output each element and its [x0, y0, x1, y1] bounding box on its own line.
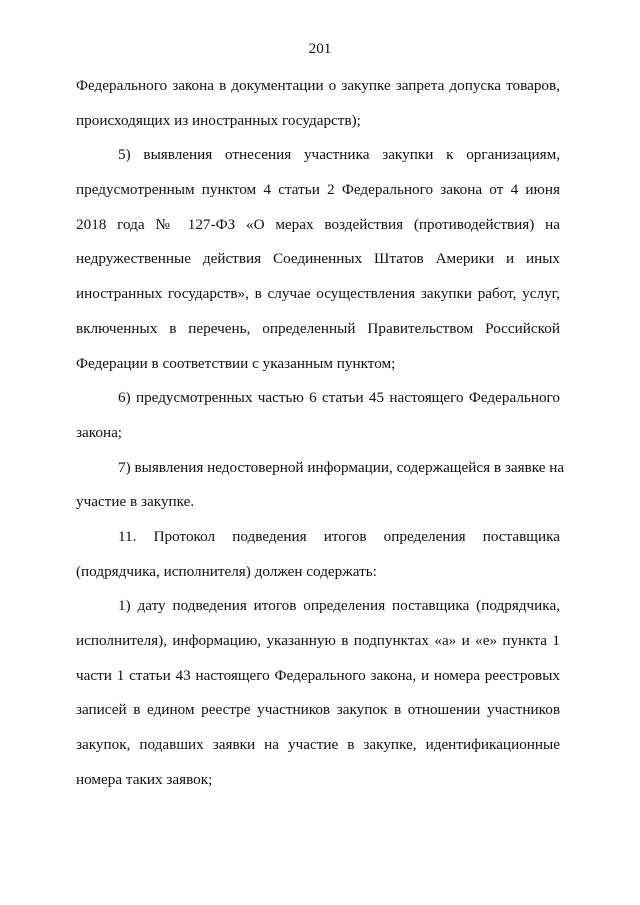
text-line: недружественные действия Соединенных Штатов Америки и иных	[76, 250, 560, 268]
text-line: участие в закупке.	[76, 493, 195, 511]
text-line: Федерального закона в документации о закупке запрета допуска товаров,	[76, 77, 560, 94]
paragraph-6-start: 6) предусмотренных частью 6 статьи 45 настоящего Федерального	[118, 389, 560, 407]
text-line: 2018 года № 127-ФЗ «О мерах воздействия (противодействия) на	[76, 215, 560, 233]
paragraph-5-start: 5) выявления отнесения участника закупки к организациям,	[118, 146, 560, 164]
text-line: предусмотренным пунктом 4 статьи 2 Федерального закона от 4 июня	[76, 181, 560, 199]
text-line: исполнителя), информацию, указанную в подпунктах «а» и «е» пункта 1	[76, 632, 560, 649]
text-line: Федерации в соответствии с указанным пунктом;	[76, 354, 396, 372]
text-line: происходящих из иностранных государств);	[76, 111, 361, 129]
document-body	[76, 77, 565, 805]
text-line: включенных в перечень, определенный Правительством Российской	[76, 319, 560, 337]
text-line: закона;	[76, 423, 123, 441]
text-line: части 1 статьи 43 настоящего Федерального закона, и номера реестровых	[76, 666, 560, 684]
text-line: номера таких заявок;	[76, 770, 213, 788]
text-line: закупок, подавших заявки на участие в закупке, идентификационные	[76, 736, 560, 754]
paragraph-7-start: 7) выявления недостоверной информации, содержащейся в заявке на	[118, 458, 565, 476]
text-line: записей в едином реестре участников закупок в отношении участников	[76, 701, 560, 719]
page-number: 201	[308, 40, 332, 57]
paragraph-1-start: 1) дату подведения итогов определения поставщика (подрядчика,	[118, 597, 560, 615]
text-line: иностранных государств», в случае осуществления закупки работ, услуг,	[76, 285, 560, 303]
text-line: (подрядчика, исполнителя) должен содержать:	[76, 562, 377, 580]
section-11-heading: 11. Протокол подведения итогов определения поставщика	[118, 527, 560, 545]
